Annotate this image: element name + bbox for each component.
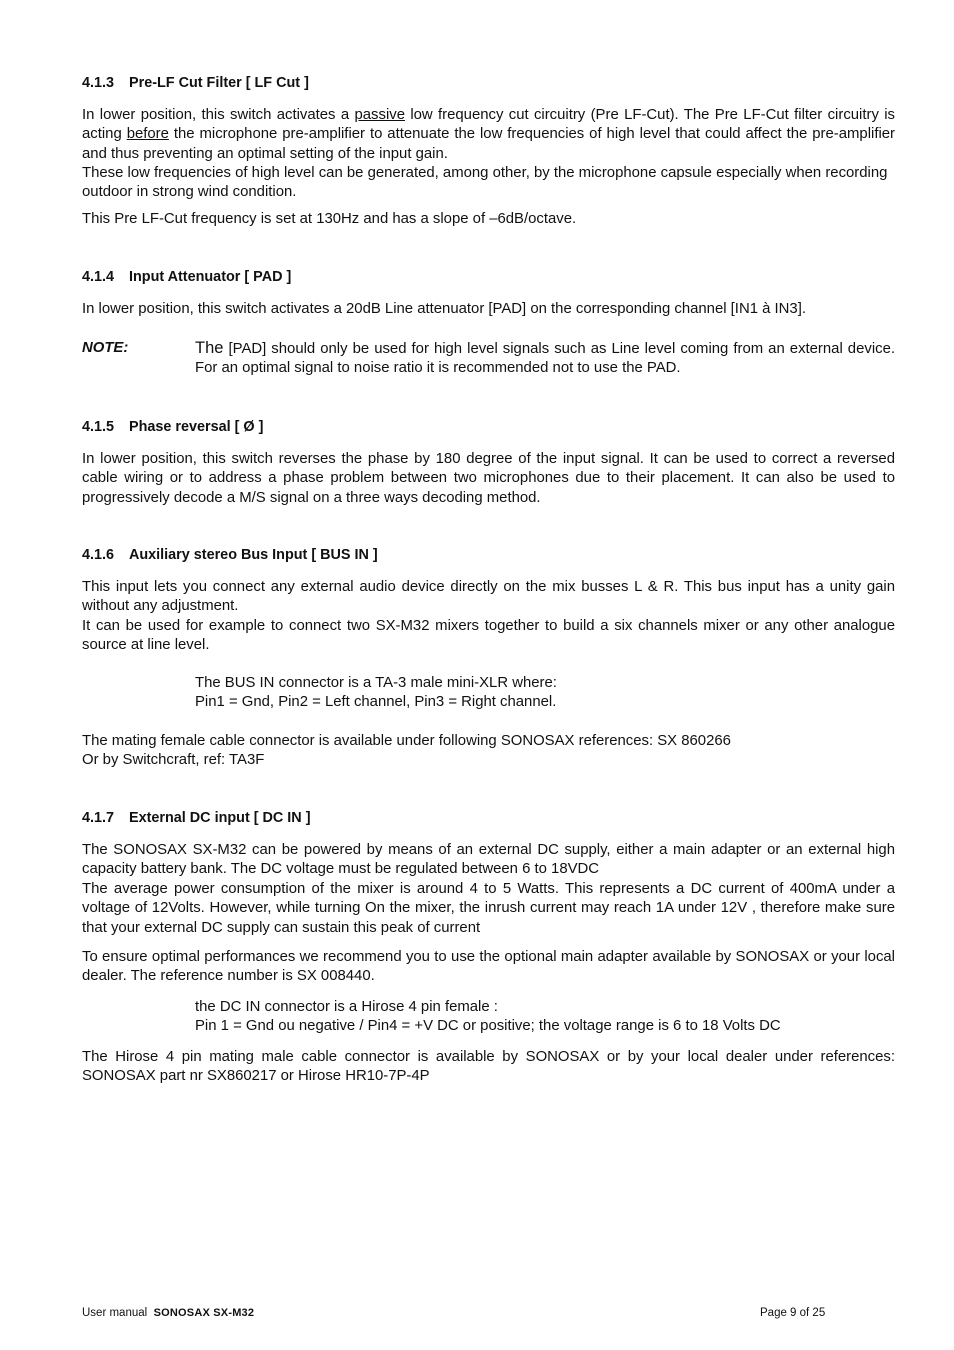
section-417-paragraph-2 (82, 880, 895, 938)
section-number: 4.1.5 (82, 419, 115, 435)
paragraph: The mating female cable connector is available under following SONOSAX references: SX 860266 (82, 733, 731, 749)
section-417-paragraph-1 (82, 841, 895, 880)
underlined-word: before (126, 126, 169, 143)
indented-line: Pin 1 = Gnd ou negative / Pin4 = +V DC or positive; the voltage range is 6 to 18 Volts DC (195, 1018, 781, 1035)
section-417-paragraph-3 (82, 948, 895, 987)
section-413-paragraph-2 (82, 164, 895, 203)
paragraph: The SONOSAX SX-M32 can be powered by means of an external DC supply, either a main adapter or an external high capacity battery bank. The DC voltage must be regulated between 6 to 18VDC (82, 842, 895, 878)
paragraph: Or by Switchcraft, ref: TA3F (82, 752, 265, 769)
footer-label: User manual (82, 1307, 148, 1319)
underlined-word: passive (354, 107, 405, 123)
text-run: [PAD] should only be used for high level signals such as Line level coming from an external device. For an optimal signal to noise ratio it is recommended not to use the PAD. (195, 341, 895, 377)
indented-line: The BUS IN connector is a TA-3 male mini-XLR where: (195, 675, 557, 691)
note-text (195, 339, 895, 379)
section-413-heading (82, 74, 895, 93)
footer-left (82, 1306, 254, 1320)
section-414-paragraph-1 (82, 300, 895, 319)
paragraph: This input lets you connect any external audio device directly on the mix busses L & R. This bus input has a unity gain without any adjustment. (82, 579, 895, 615)
section-number: 4.1.7 (82, 810, 115, 826)
section-417-heading (82, 809, 895, 828)
text-run: low frequency cut circuitry (Pre LF-Cut). The Pre LF-Cut filter circuitry is acting (82, 107, 896, 143)
section-title: Input Attenuator [ PAD ] (129, 269, 292, 285)
paragraph: It can be used for example to connect two SX-M32 mixers together to build a six channels mixer or any other analogue source at line level. (82, 618, 895, 654)
bus-in-connector-info (82, 674, 895, 713)
footer-page-number: Page 9 of 25 (760, 1307, 826, 1319)
paragraph: To ensure optimal performances we recommend you to use the optional main adapter available by SONOSAX or your local dealer. The reference number is SX 008440. (82, 949, 895, 985)
text-run: The (195, 339, 224, 357)
paragraph: The average power consumption of the mixer is around 4 to 5 Watts. This represents a DC current of 400mA under a voltage of 12Volts. However, while turning On the mixer, the inrush current may reach 1A under 12V , therefore make sure that your external DC supply can sustain this peak of current (82, 881, 895, 936)
section-416-paragraph-3 (82, 732, 895, 771)
text-run: the microphone pre-amplifier to attenuate the low frequencies of high level that could affect the pre-amplifier and thus preventing an optimal setting of the input gain. (82, 126, 895, 162)
paragraph: In lower position, this switch activates a 20dB Line attenuator [PAD] on the corresponding channel [IN1 à IN3]. (82, 301, 806, 317)
section-416-paragraph-2 (82, 617, 895, 656)
section-416-paragraph-1 (82, 578, 895, 617)
section-number: 4.1.6 (82, 547, 115, 563)
section-415-heading (82, 418, 895, 437)
paragraph: In lower position, this switch reverses the phase by 180 degree of the input signal. It can be used to correct a reversed cable wiring or to address a phase problem between two microphones due to their placement. It can also be used to progressively decode a M/S signal on a three ways decoding method. (82, 451, 895, 506)
section-title: Auxiliary stereo Bus Input [ BUS IN ] (129, 547, 378, 563)
footer-brand: SONOSAX SX-M32 (153, 1307, 255, 1319)
section-413-paragraph-1 (82, 106, 895, 164)
paragraph: This Pre LF-Cut frequency is set at 130Hz and has a slope of –6dB/octave. (82, 211, 577, 227)
section-title: Pre-LF Cut Filter [ LF Cut ] (129, 75, 309, 91)
section-number: 4.1.4 (82, 269, 115, 285)
indented-line: the DC IN connector is a Hirose 4 pin female : (195, 999, 498, 1015)
section-title: Phase reversal [ Ø ] (129, 419, 264, 435)
paragraph: The Hirose 4 pin mating male cable connector is available by SONOSAX or by your local dealer under references: SONOSAX part nr SX860217 or Hirose HR10-7P-4P (82, 1049, 895, 1085)
paragraph: These low frequencies of high level can be generated, among other, by the microphone capsule especially when recording outdoor in strong wind condition. (82, 165, 888, 201)
note-label: NOTE: (82, 340, 129, 356)
indented-line: Pin1 = Gnd, Pin2 = Left channel, Pin3 = Right channel. (195, 694, 557, 711)
section-416-heading (82, 546, 895, 565)
section-414-heading (82, 268, 895, 287)
dc-in-connector-info (82, 998, 895, 1037)
section-413-paragraph-3 (82, 210, 895, 229)
section-417-paragraph-4 (82, 1048, 895, 1087)
section-415-paragraph-1 (82, 450, 895, 508)
section-number: 4.1.3 (82, 75, 115, 91)
section-title: External DC input [ DC IN ] (129, 810, 311, 826)
text-run: In lower position, this switch activates a (82, 107, 355, 123)
note-block (82, 339, 895, 379)
